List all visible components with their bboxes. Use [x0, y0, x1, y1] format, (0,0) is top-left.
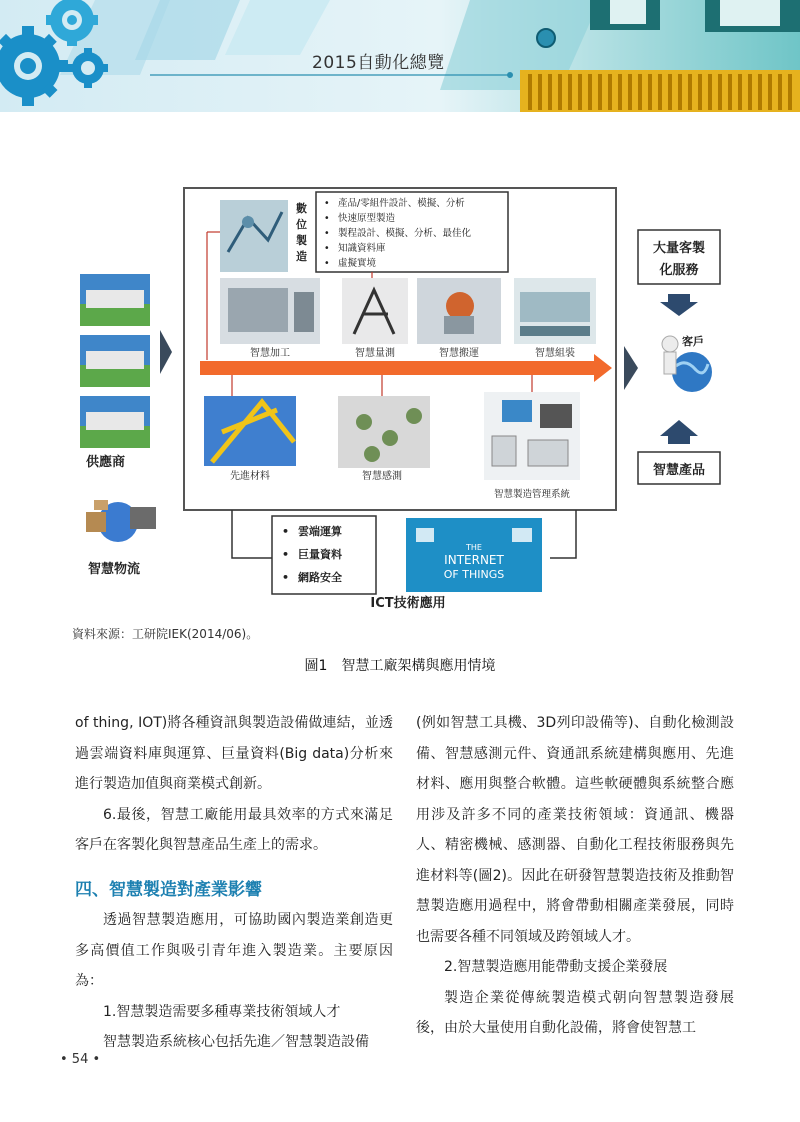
process-images: [220, 278, 596, 344]
paragraph: 製造企業從傳統製造模式朝向智慧製造發展後，由於大量使用自動化設備，將會使智慧工: [416, 989, 734, 1036]
process-label: 智慧加工: [250, 348, 290, 359]
svg-text:•: •: [324, 258, 330, 269]
logistics-label: 智慧物流: [88, 562, 141, 577]
svg-text:•: •: [324, 243, 330, 254]
svg-text:造: 造: [296, 250, 307, 263]
svg-text:INTERNET: INTERNET: [444, 553, 504, 567]
svg-text:雲端運算: 雲端運算: [298, 525, 342, 538]
smart-factory-figure: [72, 182, 728, 612]
bottom-label: 智慧製造管理系統: [493, 489, 571, 500]
svg-text:虛擬實境: 虛擬實境: [338, 258, 377, 269]
process-label: 智慧組裝: [535, 348, 575, 359]
subheading: 1.智慧製造需要多種專業技術領域人才: [103, 1003, 341, 1020]
bottom-label: 智慧感測: [362, 471, 402, 482]
digital-mfg-image: [220, 200, 288, 272]
process-label: 智慧搬運: [439, 348, 479, 359]
svg-text:•: •: [282, 548, 290, 561]
paragraph: of thing, IOT)將各種資訊與製造設備做連結，並透過雲端資料庫與運算、巨量資料(Big data)分析來進行製造加值與商業模式創新。: [75, 715, 393, 792]
mass-customization-label: 大量客製: [652, 241, 706, 256]
svg-text:網路安全: 網路安全: [298, 571, 342, 584]
supplier-images: [80, 274, 150, 448]
svg-text:•: •: [282, 525, 290, 538]
text-column-right: [416, 708, 734, 1044]
page-number: • 54 •: [60, 1052, 101, 1067]
paragraph: (例如智慧工具機、3D列印設備等)、自動化檢測設備、智慧感測元件、資通訊系統建構與應用、先進材料、應用與整合軟體。這些軟硬體與系統整合應用涉及許多不同的產業技術領域：資通訊、機器人、精密機械、感測器、自動化工程技術服務與先進材料等(圖2)。因此在研發智慧製造技術及推動智慧製造應用過程中，將會帶動相關產業發展，同時也需要各種不同領域及跨領域人才。: [416, 715, 734, 945]
supplier-label: 供應商: [86, 455, 126, 470]
paragraph: 6.最後，智慧工廠能用最具效率的方式來滿足客戶在客製化與智慧產品生產上的需求。: [75, 806, 393, 853]
svg-text:•: •: [282, 571, 290, 584]
svg-text:數: 數: [296, 202, 307, 215]
paragraph: 透過智慧製造應用，可協助國內製造業創造更多高價值工作與吸引青年進入製造業。主要原因為：: [75, 912, 393, 989]
figure-caption: 圖1 智慧工廠架構與應用情境: [304, 658, 496, 674]
svg-text:THE: THE: [466, 543, 482, 552]
page-header: [0, 0, 800, 112]
text-column-left: [75, 708, 393, 1058]
svg-text:OF THINGS: OF THINGS: [443, 568, 505, 581]
ict-label: ICT技術應用: [370, 596, 446, 611]
header-title: 2015自動化總覽: [312, 53, 445, 73]
svg-text:快速原型製造: 快速原型製造: [338, 213, 396, 224]
svg-text:知識資料庫: 知識資料庫: [338, 243, 386, 254]
svg-text:巨量資料: 巨量資料: [298, 548, 342, 561]
process-label: 智慧量測: [355, 348, 395, 359]
subheading: 2.智慧製造應用能帶動支援企業發展: [444, 959, 668, 975]
svg-text:•: •: [324, 228, 330, 239]
figure-source-note: 資料來源：工研院IEK(2014/06)。: [72, 627, 259, 641]
smart-product-label: 智慧產品: [652, 463, 706, 478]
svg-text:•: •: [324, 213, 330, 224]
svg-text:•: •: [324, 198, 330, 209]
svg-text:位: 位: [296, 218, 307, 231]
bottom-label: 先進材料: [230, 471, 270, 482]
paragraph: 智慧製造系統核心包括先進／智慧製造設備: [103, 1034, 369, 1050]
svg-text:製: 製: [296, 234, 307, 247]
customer-label: 客戶: [682, 335, 704, 348]
mass-customization-label: 化服務: [659, 263, 699, 278]
section-heading: 四、智慧製造對產業影響: [75, 879, 262, 900]
svg-text:製程設計、模擬、分析、最佳化: 製程設計、模擬、分析、最佳化: [338, 228, 472, 239]
svg-text:產品/零組件設計、模擬、分析: 產品/零組件設計、模擬、分析: [338, 198, 465, 209]
